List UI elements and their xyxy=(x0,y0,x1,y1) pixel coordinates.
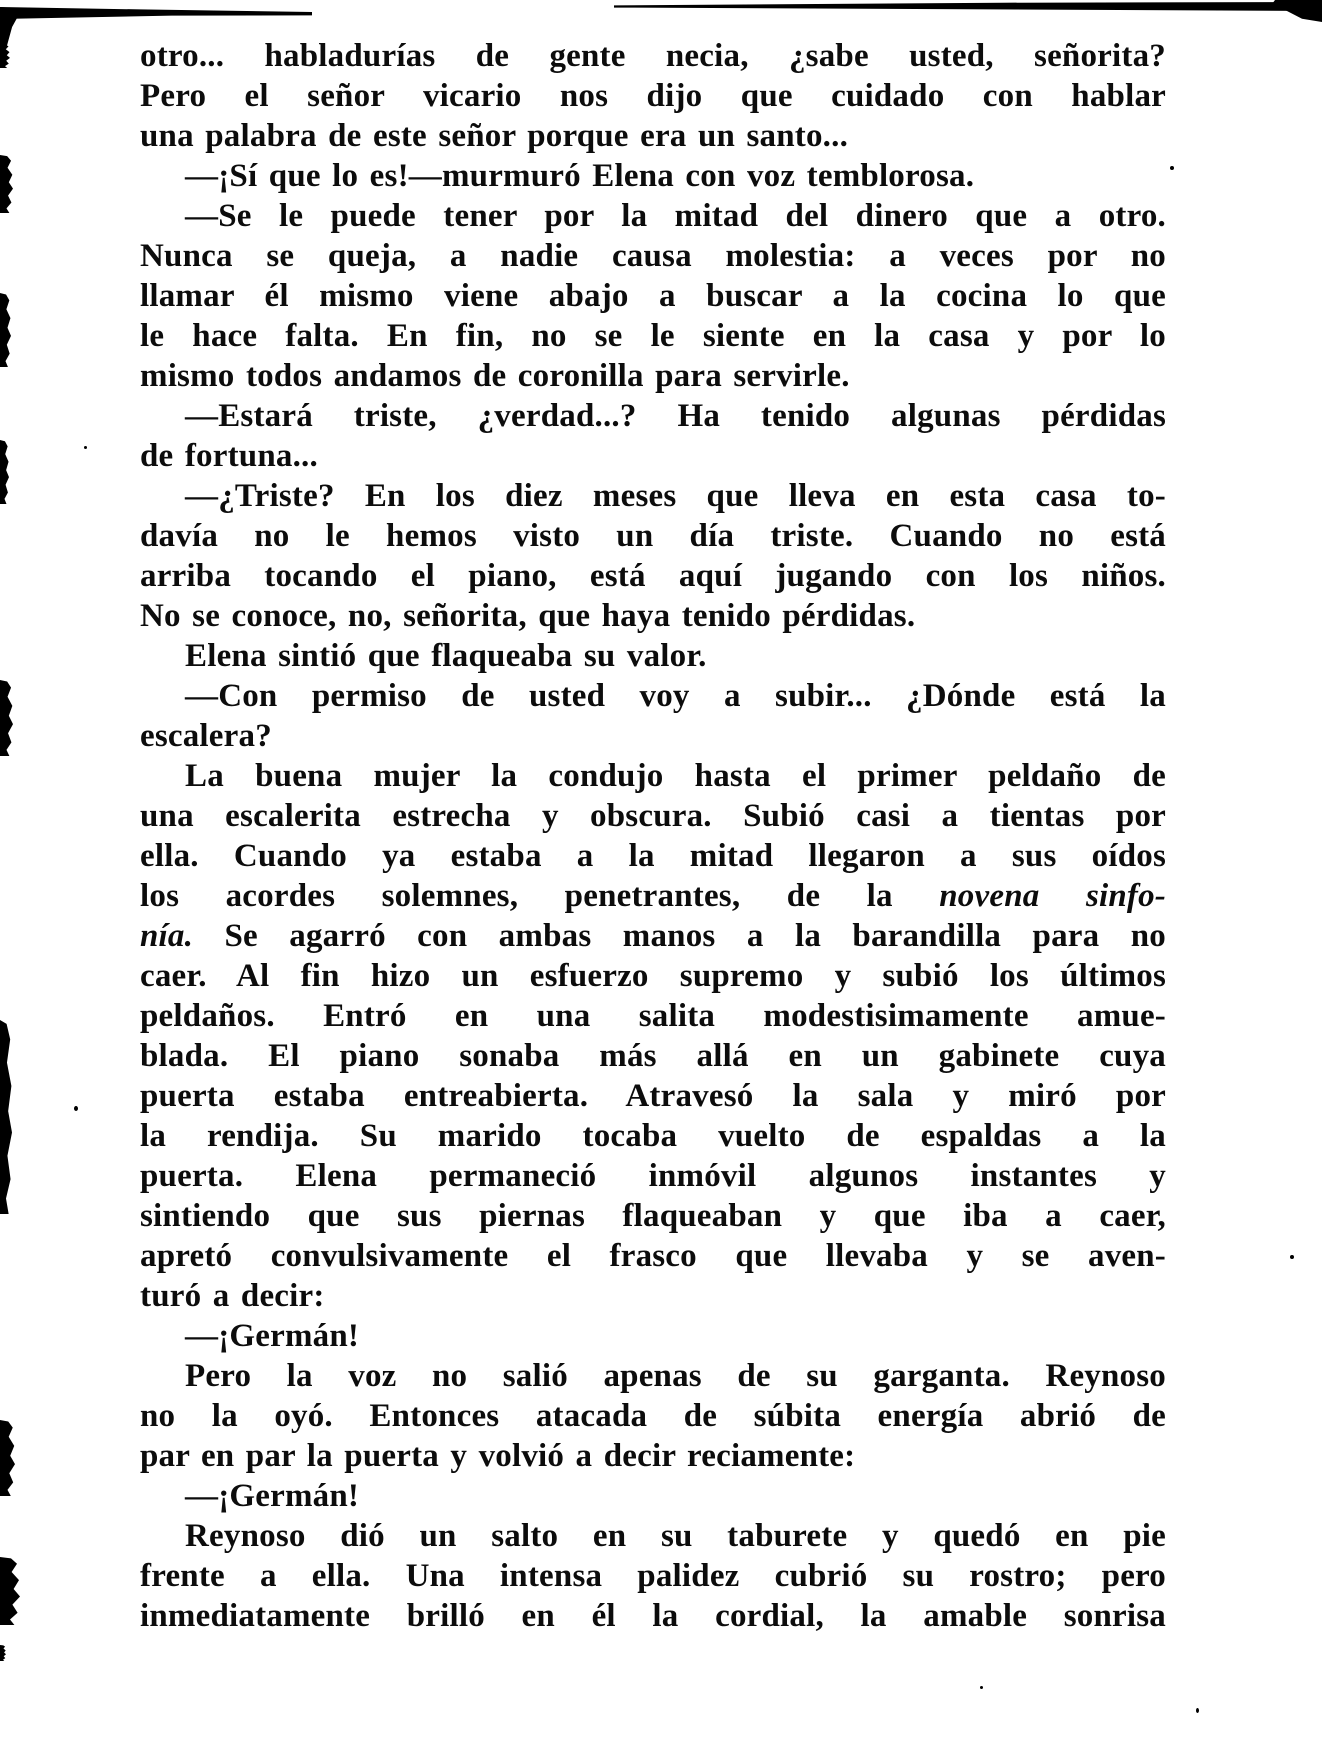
scan-artifact-speck xyxy=(980,1686,983,1689)
text-line-29 xyxy=(140,1156,1166,1196)
scan-artifact-speck xyxy=(1170,166,1174,170)
text-line-27 xyxy=(140,1076,1166,1116)
text-line-19 xyxy=(140,756,1166,796)
scan-artifact-speck xyxy=(1196,1708,1199,1713)
text-line-4 xyxy=(140,156,1166,196)
text-segment: —¡Germán! xyxy=(185,1318,360,1354)
text-segment: inmediatamente brilló en él la cordial, la amable sonrisa xyxy=(140,1598,1166,1634)
text-line-21 xyxy=(140,836,1166,876)
text-segment: Pero el señor vicario nos dijo que cuidado con hablar xyxy=(140,78,1166,114)
scan-artifact-blob-left xyxy=(0,1645,6,1661)
text-segment: mismo todos andamos de coronilla para servirle. xyxy=(140,358,850,394)
scan-artifact-blob-left xyxy=(0,44,10,68)
text-segment: nía. xyxy=(140,918,194,954)
text-line-28 xyxy=(140,1116,1166,1156)
text-segment: los acordes solemnes, penetrantes, de la xyxy=(140,878,940,914)
text-line-36 xyxy=(140,1436,1166,1476)
text-segment: puerta estaba entreabierta. Atravesó la sala y miró por xyxy=(140,1078,1166,1114)
text-line-26 xyxy=(140,1036,1166,1076)
text-segment: puerta. Elena permaneció inmóvil algunos instantes y xyxy=(140,1158,1166,1194)
text-segment: —Estará triste, ¿verdad...? Ha tenido algunas pérdidas xyxy=(185,398,1166,434)
text-segment: arriba tocando el piano, está aquí jugando con los niños. xyxy=(140,558,1166,594)
scan-artifact-speck xyxy=(84,446,87,449)
text-segment: Elena sintió que flaqueaba su valor. xyxy=(185,638,707,674)
text-line-5 xyxy=(140,196,1166,236)
text-segment: una palabra de este señor porque era un santo... xyxy=(140,118,849,154)
text-line-7 xyxy=(140,276,1166,316)
text-segment: —Se le puede tener por la mitad del dinero que a otro. xyxy=(185,198,1166,234)
text-segment: blada. El piano sonaba más allá en un gabinete cuya xyxy=(140,1038,1166,1074)
text-line-10 xyxy=(140,396,1166,436)
text-segment: frente a ella. Una intensa palidez cubrió su rostro; pero xyxy=(140,1558,1166,1594)
scan-artifact-blob-left xyxy=(0,293,11,367)
text-line-6 xyxy=(140,236,1166,276)
text-segment: —¡Germán! xyxy=(185,1478,360,1514)
text-line-40 xyxy=(140,1596,1166,1636)
text-segment: sintiendo que sus piernas flaqueaban y que iba a caer, xyxy=(140,1198,1166,1234)
page-text xyxy=(140,36,1166,1636)
text-segment: de fortuna... xyxy=(140,438,318,474)
text-line-12 xyxy=(140,476,1166,516)
text-segment: otro... habladurías de gente necia, ¿sabe usted, señorita? xyxy=(140,38,1166,74)
text-line-14 xyxy=(140,556,1166,596)
text-segment: no la oyó. Entonces atacada de súbita energía abrió de xyxy=(140,1398,1166,1434)
text-line-33 xyxy=(140,1316,1166,1356)
text-segment: escalera? xyxy=(140,718,272,754)
text-segment: Reynoso dió un salto en su taburete y quedó en pie xyxy=(185,1518,1166,1554)
text-line-2 xyxy=(140,76,1166,116)
text-line-3 xyxy=(140,116,1166,156)
text-line-22 xyxy=(140,876,1166,916)
text-segment: la rendija. Su marido tocaba vuelto de espaldas a la xyxy=(140,1118,1166,1154)
scan-artifact-blob-left xyxy=(0,155,13,213)
text-line-38 xyxy=(140,1516,1166,1556)
text-line-23 xyxy=(140,916,1166,956)
text-segment: apretó convulsivamente el frasco que llevaba y se aven- xyxy=(140,1238,1166,1274)
text-segment: peldaños. Entró en una salita modestisimamente amue- xyxy=(140,998,1166,1034)
scan-artifact-blob-left xyxy=(0,440,9,504)
scan-artifact-speck xyxy=(1290,1255,1294,1259)
text-line-16 xyxy=(140,636,1166,676)
text-line-18 xyxy=(140,716,1166,756)
text-line-20 xyxy=(140,796,1166,836)
text-segment: novena sinfo- xyxy=(939,878,1166,914)
text-line-39 xyxy=(140,1556,1166,1596)
text-segment: —Con permiso de usted voy a subir... ¿Dónde está la xyxy=(185,678,1166,714)
text-segment: La buena mujer la condujo hasta el primer peldaño de xyxy=(185,758,1166,794)
text-line-17 xyxy=(140,676,1166,716)
text-segment: davía no le hemos visto un día triste. Cuando no está xyxy=(140,518,1166,554)
text-line-11 xyxy=(140,436,1166,476)
text-line-9 xyxy=(140,356,1166,396)
text-line-15 xyxy=(140,596,1166,636)
text-segment: ella. Cuando ya estaba a la mitad llegaron a sus oídos xyxy=(140,838,1166,874)
text-line-1 xyxy=(140,36,1166,76)
text-segment: No se conoce, no, señorita, que haya tenido pérdidas. xyxy=(140,598,916,634)
text-line-30 xyxy=(140,1196,1166,1236)
text-line-31 xyxy=(140,1236,1166,1276)
text-line-35 xyxy=(140,1396,1166,1436)
text-line-25 xyxy=(140,996,1166,1036)
scan-artifact-corner-tr xyxy=(1272,0,1322,22)
text-segment: Se agarró con ambas manos a la barandilla para no xyxy=(193,918,1166,954)
text-line-8 xyxy=(140,316,1166,356)
text-segment: caer. Al fin hizo un esfuerzo supremo y subió los últimos xyxy=(140,958,1166,994)
scan-artifact-blob-left xyxy=(0,1557,20,1625)
scan-artifact-blob-left xyxy=(0,680,13,756)
text-segment: le hace falta. En fin, no se le siente en la casa y por lo xyxy=(140,318,1166,354)
text-line-37 xyxy=(140,1476,1166,1516)
text-line-34 xyxy=(140,1356,1166,1396)
text-segment: —¡Sí que lo es!—murmuró Elena con voz temblorosa. xyxy=(185,158,975,194)
text-segment: Nunca se queja, a nadie causa molestia: a veces por no xyxy=(140,238,1166,274)
text-segment: par en par la puerta y volvió a decir reciamente: xyxy=(140,1438,856,1474)
text-line-32 xyxy=(140,1276,1166,1316)
scan-artifact-bar-tl xyxy=(0,7,312,19)
text-segment: una escalerita estrecha y obscura. Subió casi a tientas por xyxy=(140,798,1166,834)
scan-artifact-blob-left xyxy=(0,1020,12,1214)
text-segment: llamar él mismo viene abajo a buscar a la cocina lo que xyxy=(140,278,1166,314)
scan-artifact-wedge-tl xyxy=(0,7,22,47)
text-segment: —¿Triste? En los diez meses que lleva en esta casa to- xyxy=(185,478,1166,514)
text-segment: turó a decir: xyxy=(140,1278,325,1314)
text-line-24 xyxy=(140,956,1166,996)
text-line-13 xyxy=(140,516,1166,556)
scan-artifact-blob-left xyxy=(0,1420,15,1496)
text-segment: Pero la voz no salió apenas de su garganta. Reynoso xyxy=(185,1358,1166,1394)
scan-artifact-speck xyxy=(74,1106,78,1111)
scan-artifact-bar-tr xyxy=(614,2,1320,11)
